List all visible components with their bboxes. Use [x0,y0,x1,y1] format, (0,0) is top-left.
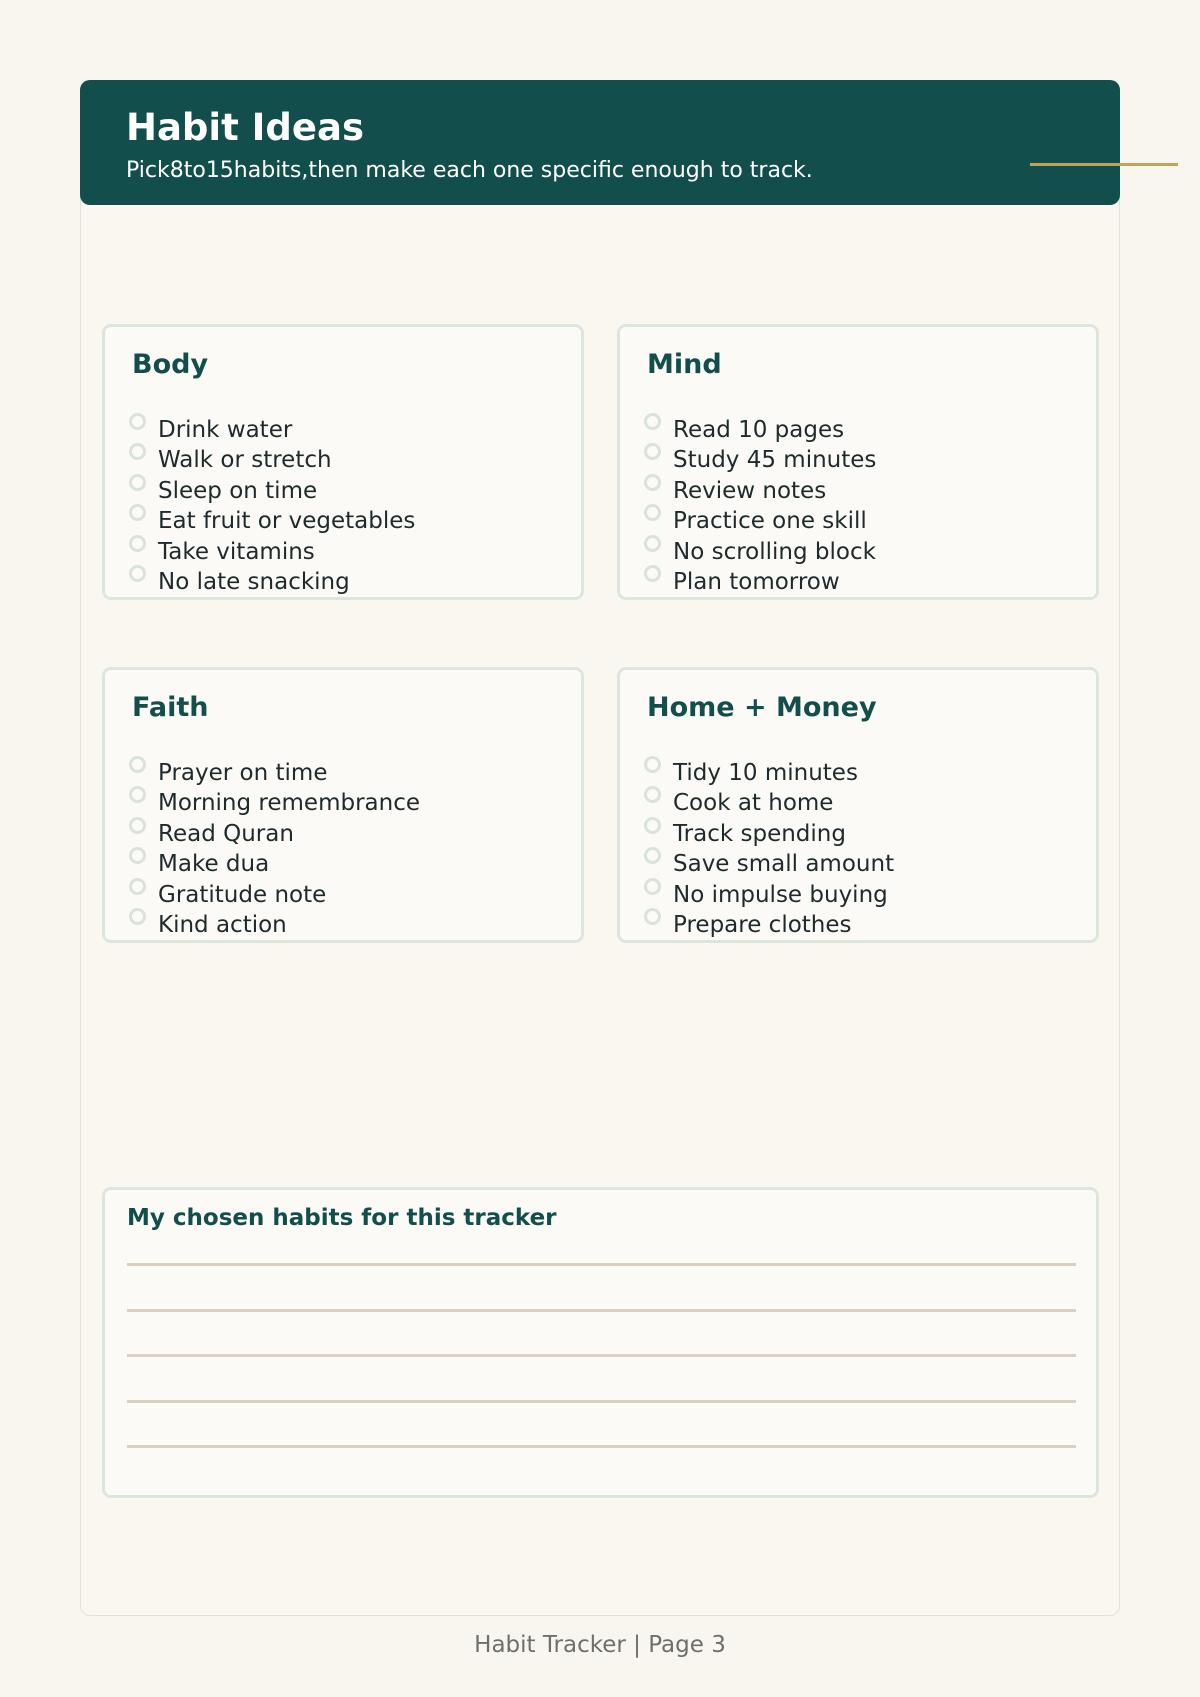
page-footer: Habit Tracker | Page 3 [474,1632,726,1658]
habit-list [644,758,894,940]
circle-bullet-icon [129,878,146,895]
habit-label: Practice one skill [673,508,867,535]
list-item [129,849,420,879]
category-title: Body [132,349,209,380]
circle-bullet-icon [644,413,661,430]
circle-bullet-icon [644,504,661,521]
header-banner [80,80,1120,205]
habit-label: Sleep on time [158,477,318,504]
writing-line[interactable] [127,1354,1076,1357]
writing-line[interactable] [127,1309,1076,1312]
list-item [129,567,415,597]
circle-bullet-icon [644,474,661,491]
list-item [129,476,415,506]
habit-label: Read Quran [158,820,294,847]
list-item [644,788,894,818]
circle-bullet-icon [129,413,146,430]
list-item [129,758,420,788]
list-item [644,880,894,910]
circle-bullet-icon [129,504,146,521]
habit-label: Plan tomorrow [673,568,840,595]
circle-bullet-icon [644,565,661,582]
circle-bullet-icon [129,535,146,552]
habit-label: Drink water [158,417,293,443]
habit-label: Tidy 10 minutes [673,760,858,786]
circle-bullet-icon [129,786,146,803]
list-item [129,788,420,818]
habit-label: Gratitude note [158,881,327,908]
category-title: Home + Money [647,692,877,723]
habit-label: Prepare clothes [673,911,852,938]
habit-list [129,758,420,940]
circle-bullet-icon [644,443,661,460]
list-item [644,537,876,567]
habit-label: No late snacking [158,568,350,595]
list-item [129,537,415,567]
habit-label: Make dua [158,851,270,878]
circle-bullet-icon [644,786,661,803]
writing-line[interactable] [127,1263,1076,1266]
list-item [644,567,876,597]
circle-bullet-icon [129,817,146,834]
chosen-habits-box [102,1187,1099,1498]
list-item [129,910,420,940]
habit-label: Cook at home [673,790,834,817]
circle-bullet-icon [644,535,661,552]
list-item [644,758,894,788]
list-item [644,849,894,879]
habit-label: Study 45 minutes [673,447,877,474]
habit-label: Walk or stretch [158,447,332,474]
habit-label: Review notes [673,477,827,504]
circle-bullet-icon [129,474,146,491]
page-subtitle: Pick8to15habits,then make each one specific enough to track. [126,157,813,183]
category-card-body [102,324,584,600]
habit-label: Read 10 pages [673,417,845,443]
circle-bullet-icon [129,756,146,773]
category-card-home-money [617,667,1099,943]
list-item [129,445,415,475]
circle-bullet-icon [129,565,146,582]
habit-label: No scrolling block [673,538,876,565]
accent-line [1030,163,1178,166]
list-item [644,415,876,445]
chosen-habits-title: My chosen habits for this tracker [127,1205,557,1231]
circle-bullet-icon [129,847,146,864]
list-item [644,445,876,475]
page-title: Habit Ideas [126,106,365,149]
list-item [644,506,876,536]
circle-bullet-icon [129,908,146,925]
category-title: Mind [647,349,722,380]
habit-label: No impulse buying [673,881,888,908]
category-title: Faith [132,692,209,723]
category-card-mind [617,324,1099,600]
habit-list [129,415,415,597]
habit-label: Morning remembrance [158,790,421,817]
list-item [129,415,415,445]
circle-bullet-icon [644,756,661,773]
circle-bullet-icon [644,908,661,925]
list-item [129,819,420,849]
circle-bullet-icon [644,817,661,834]
category-card-faith [102,667,584,943]
circle-bullet-icon [644,847,661,864]
habit-label: Track spending [673,820,846,847]
habit-label: Take vitamins [158,538,315,565]
circle-bullet-icon [129,443,146,460]
habit-label: Prayer on time [158,760,328,786]
circle-bullet-icon [644,878,661,895]
writing-line[interactable] [127,1445,1076,1448]
list-item [644,910,894,940]
list-item [644,476,876,506]
habit-label: Save small amount [673,851,895,878]
habit-label: Eat fruit or vegetables [158,508,416,535]
habit-label: Kind action [158,911,287,938]
habit-list [644,415,876,597]
list-item [129,880,420,910]
list-item [129,506,415,536]
list-item [644,819,894,849]
writing-line[interactable] [127,1400,1076,1403]
